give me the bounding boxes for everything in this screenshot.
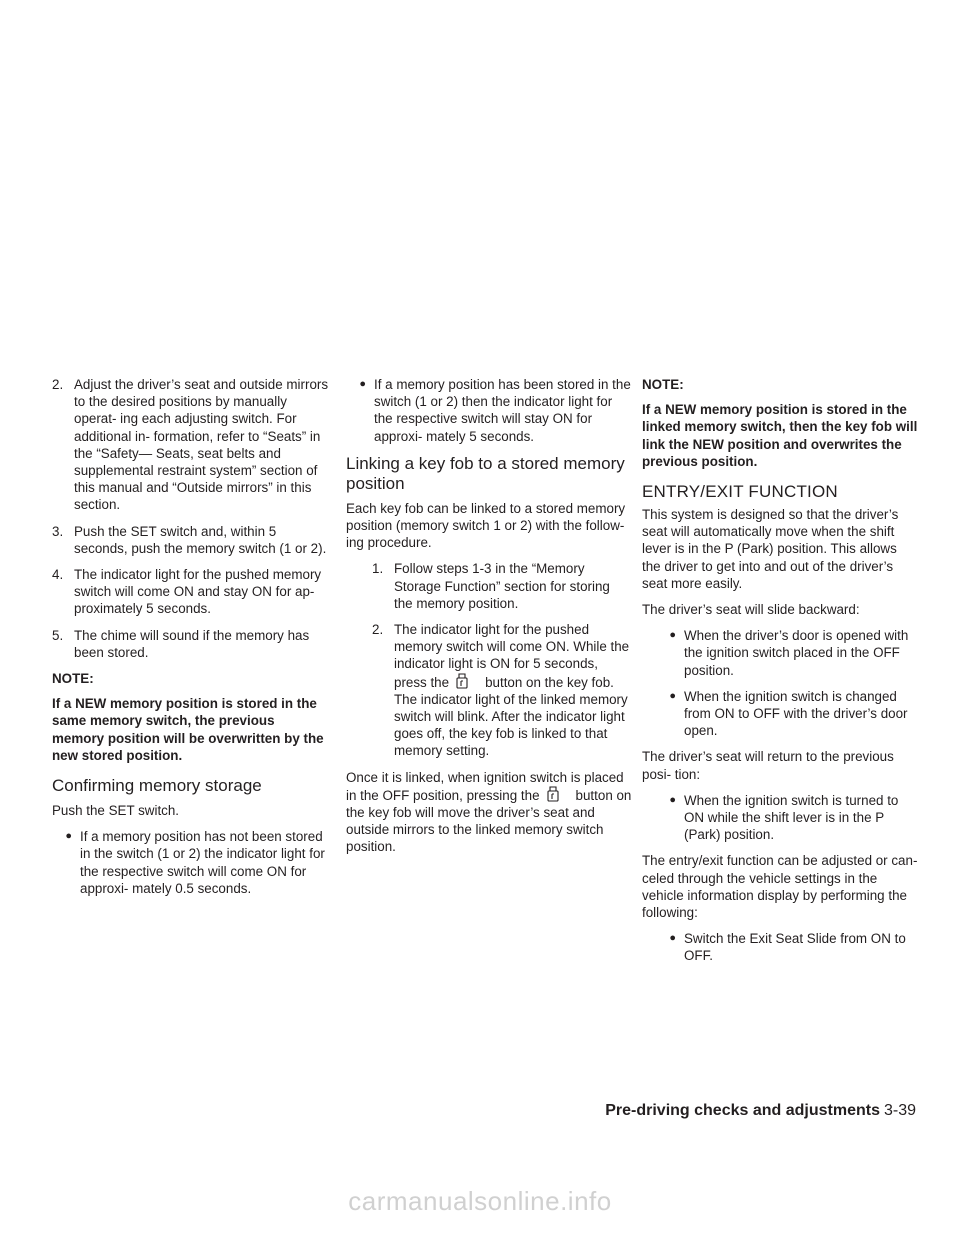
bullet-icon: ● xyxy=(669,932,676,945)
step-number: 2. xyxy=(52,377,64,392)
step-number: 4. xyxy=(52,567,64,583)
bullet-icon: ● xyxy=(359,378,366,390)
bullet-text: If a memory position has been stored in the switch (1 or 2) then the indicator light for the respective switch will stay ON for approxi- mately 5 seconds. xyxy=(374,377,631,444)
step-text: The chime will sound if the memory has been stored. xyxy=(74,627,310,660)
section-heading-linking: Linking a key fob to a stored memory position xyxy=(346,453,625,493)
bullet-item xyxy=(346,376,632,445)
key-fob-memory-icon xyxy=(455,673,469,689)
footer-section-title: Pre-driving checks and adjustments xyxy=(605,1102,880,1119)
slide-back-text: The driver’s seat will slide backward: xyxy=(642,602,860,618)
bullet-icon: ● xyxy=(669,689,676,702)
step-number: 1. xyxy=(372,561,384,577)
bullet-text: When the ignition switch is turned to ON while the shift lever is in the P (Park) position. xyxy=(684,792,899,843)
step-number: 3. xyxy=(52,523,64,539)
bullet-icon: ● xyxy=(65,830,72,843)
linked-text xyxy=(346,769,632,856)
return-text: The driver’s seat will return to the previous posi- tion: xyxy=(642,749,894,782)
bullet-text: Switch the Exit Seat Slide from ON to OFF. xyxy=(684,931,906,964)
bullet-text: When the ignition switch is changed from ON to OFF with the driver’s door open. xyxy=(684,688,908,739)
column-2 xyxy=(346,376,632,865)
bullet-text: If a memory position has not been stored in the switch (1 or 2) the indicator light for the respective switch will come ON for approxi- mately 0.5 seconds. xyxy=(80,829,325,896)
step-3 xyxy=(52,523,330,557)
note-text: If a NEW memory position is stored in the linked memory switch, then the key fob will link the NEW position and overwrites the previous position. xyxy=(642,402,918,469)
step-4 xyxy=(52,566,330,618)
step-1 xyxy=(372,560,632,612)
bullet-item xyxy=(656,688,918,740)
step-text: Adjust the driver’s seat and outside mirrors to the desired positions by manually operat- ing each adjusting switch. For additional in- formation, refer to “Seats” in the “Safety— Seats, seat belts and supplemental restraint system” section of this manual and “Outside mirrors” in this section. xyxy=(74,377,329,513)
bullet-item xyxy=(656,792,918,844)
bullet-item xyxy=(52,828,330,897)
bullet-icon: ● xyxy=(669,793,676,806)
step-text: Follow steps 1-3 in the “Memory Storage Function” section for storing the memory position. xyxy=(394,561,610,611)
note-label: NOTE: xyxy=(52,671,94,687)
step-text xyxy=(394,621,632,760)
bullet-item xyxy=(656,930,918,964)
bullet-icon: ● xyxy=(669,629,676,642)
linked-text-part: button on the key fob will move the driver’s seat and outside mirrors to the linked memory switch position. xyxy=(346,787,632,855)
note-text: If a NEW memory position is stored in the same memory switch, the previous memory position will be overwritten by the new stored position. xyxy=(52,696,324,763)
step-number: 2. xyxy=(372,622,384,638)
step-text: Push the SET switch and, within 5 seconds, push the memory switch (1 or 2). xyxy=(74,523,327,556)
column-1 xyxy=(52,376,330,906)
bullet-item xyxy=(656,627,918,679)
step-2 xyxy=(52,376,330,514)
step-text-part: The indicator light for the pushed memory switch will come ON. While the indicator light is ON for 5 seconds, press the xyxy=(394,622,630,690)
section-heading-confirming: Confirming memory storage xyxy=(52,776,262,796)
watermark: carmanualsonline.info xyxy=(348,1186,612,1216)
step-5 xyxy=(52,627,330,661)
step-text-part: button on the key fob. The indicator light of the linked memory switch will blink. After the indicator light goes off, the key fob is linked to that memory setting. xyxy=(394,674,628,759)
page-footer xyxy=(605,1102,916,1120)
column-3 xyxy=(642,376,918,974)
key-fob-memory-icon xyxy=(546,786,560,802)
intro-text: Push the SET switch. xyxy=(52,803,180,819)
section-heading-entry-exit: ENTRY/EXIT FUNCTION xyxy=(642,482,838,502)
note-label: NOTE: xyxy=(642,377,684,392)
cancel-text: The entry/exit function can be adjusted or can- celed through the vehicle settings in the vehicle information display by performing the following: xyxy=(642,853,918,921)
step-number: 5. xyxy=(52,627,64,643)
page-number: 3-39 xyxy=(883,1102,916,1119)
intro-text: Each key fob can be linked to a stored memory position (memory switch 1 or 2) with the follow- ing procedure. xyxy=(346,500,626,551)
bullet-text: When the driver’s door is opened with the ignition switch placed in the OFF position. xyxy=(684,628,909,678)
intro-text: This system is designed so that the driver’s seat will automatically move when the shift lever is in the P (Park) position. This allows the driver to get into and out of the driver’s seat more easily. xyxy=(642,507,899,591)
linked-text-part: Once it is linked, when ignition switch is placed in the OFF position, pressing the xyxy=(346,769,624,803)
step-2 xyxy=(372,621,632,760)
step-text: The indicator light for the pushed memory switch will come ON and stay ON for ap- proximately 5 seconds. xyxy=(74,567,322,617)
